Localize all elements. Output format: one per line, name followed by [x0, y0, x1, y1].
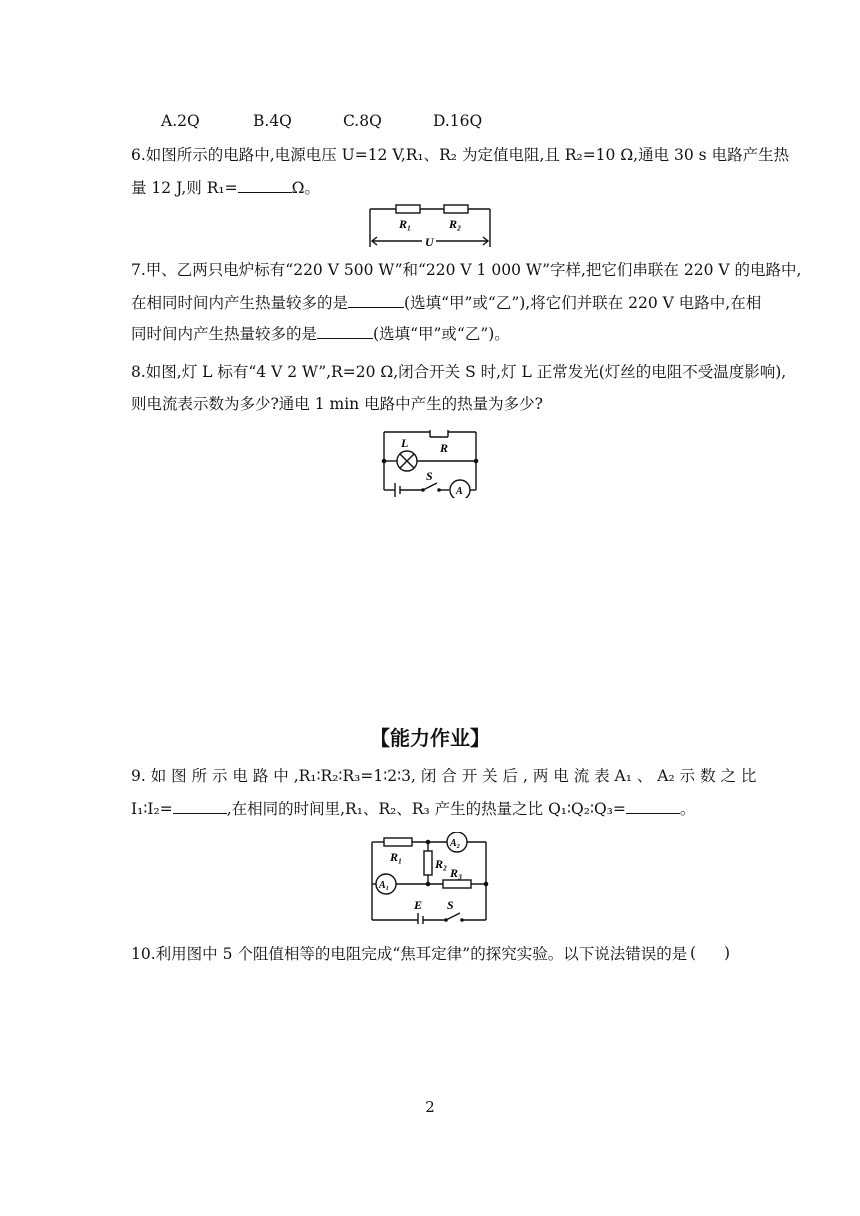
q8-line2: 则电流表示数为多少?通电 1 min 电路中产生的热量为多少? [131, 395, 543, 413]
q6-label-u: U [425, 235, 434, 249]
q10-paren-open: ( [690, 944, 697, 962]
option-b: B.4Q [253, 112, 292, 130]
option-c: C.8Q [343, 112, 382, 130]
q8-label-r: R [440, 441, 449, 455]
q6-line2-text: 量 12 J,则 R₁= [131, 179, 238, 197]
q9-label-a1: A₁ [379, 880, 390, 891]
section-title: 【能力作业】 [370, 726, 490, 750]
q6-label-r2: R₂ [449, 217, 462, 231]
q9-answer-blank-2[interactable] [626, 799, 680, 814]
page-number: 2 [425, 1098, 435, 1116]
q9-label-r2: R₂ [435, 857, 448, 871]
q9-label-s: S [447, 898, 454, 912]
q6-answer-blank[interactable] [238, 178, 292, 193]
q8-line1: 8.如图,灯 L 标有“4 V 2 W”,R=20 Ω,闭合开关 S 时,灯 L 正常发光(灯丝的电阻不受温度影响), [131, 363, 787, 381]
q9-line2-text-b: ,在相同的时间里,R₁、R₂、R₃ 产生的热量之比 Q₁∶Q₂∶Q₃= [226, 800, 626, 818]
q9-label-r3: R₃ [450, 866, 463, 880]
q6-line2-unit: Ω。 [291, 179, 320, 197]
q9-circuit-diagram [368, 832, 492, 924]
option-a: A.2Q [161, 112, 200, 130]
q7-line3-text-b: (选填“甲”或“乙”)。 [373, 325, 510, 343]
q8-label-a: A [456, 486, 463, 497]
q7-answer-blank-2[interactable] [317, 324, 373, 339]
q9-line2-text-c: 。 [679, 800, 696, 818]
q9-line2 [131, 799, 695, 819]
q7-line2-text-b: (选填“甲”或“乙”),将它们并联在 220 V 电路中,在相 [404, 294, 762, 312]
q9-line2-text-a: I₁∶I₂= [131, 800, 173, 818]
q10-line1: 10.利用图中 5 个阻值相等的电阻完成“焦耳定律”的探究实验。以下说法错误的是 [131, 945, 688, 963]
q9-line1: 9. 如 图 所 示 电 路 中 ,R₁∶R₂∶R₃=1∶2∶3, 闭 合 开 关 后 , 两 电 流 表 A₁ 、 A₂ 示 数 之 比 [131, 767, 757, 785]
q9-label-r1: R₁ [390, 850, 403, 864]
q10-paren-close: ) [724, 944, 731, 962]
q7-line3-text-a: 同时间内产生热量较多的是 [131, 325, 318, 343]
q9-answer-blank-1[interactable] [173, 799, 227, 814]
q8-label-l: L [401, 436, 409, 450]
q9-label-a2: A₂ [450, 838, 461, 849]
q6-line1: 6.如图所示的电路中,电源电压 U=12 V,R₁、R₂ 为定值电阻,且 R₂=10 Ω,通电 30 s 电路产生热 [131, 146, 790, 164]
option-d: D.16Q [433, 112, 483, 130]
q8-circuit-diagram [378, 428, 482, 498]
q8-label-s: S [426, 469, 433, 483]
q6-circuit-diagram [366, 203, 494, 251]
q7-line1: 7.甲、乙两只电炉标有“220 V 500 W”和“220 V 1 000 W”字样,把它们串联在 220 V 的电路中, [131, 261, 802, 279]
q7-line2-text-a: 在相同时间内产生热量较多的是 [131, 294, 349, 312]
q7-line3 [131, 324, 510, 344]
q9-label-e: E [414, 898, 423, 912]
q6-label-r1: R₁ [399, 217, 412, 231]
q7-answer-blank-1[interactable] [348, 293, 404, 308]
q7-line2 [131, 293, 761, 313]
q6-line2 [131, 178, 320, 198]
